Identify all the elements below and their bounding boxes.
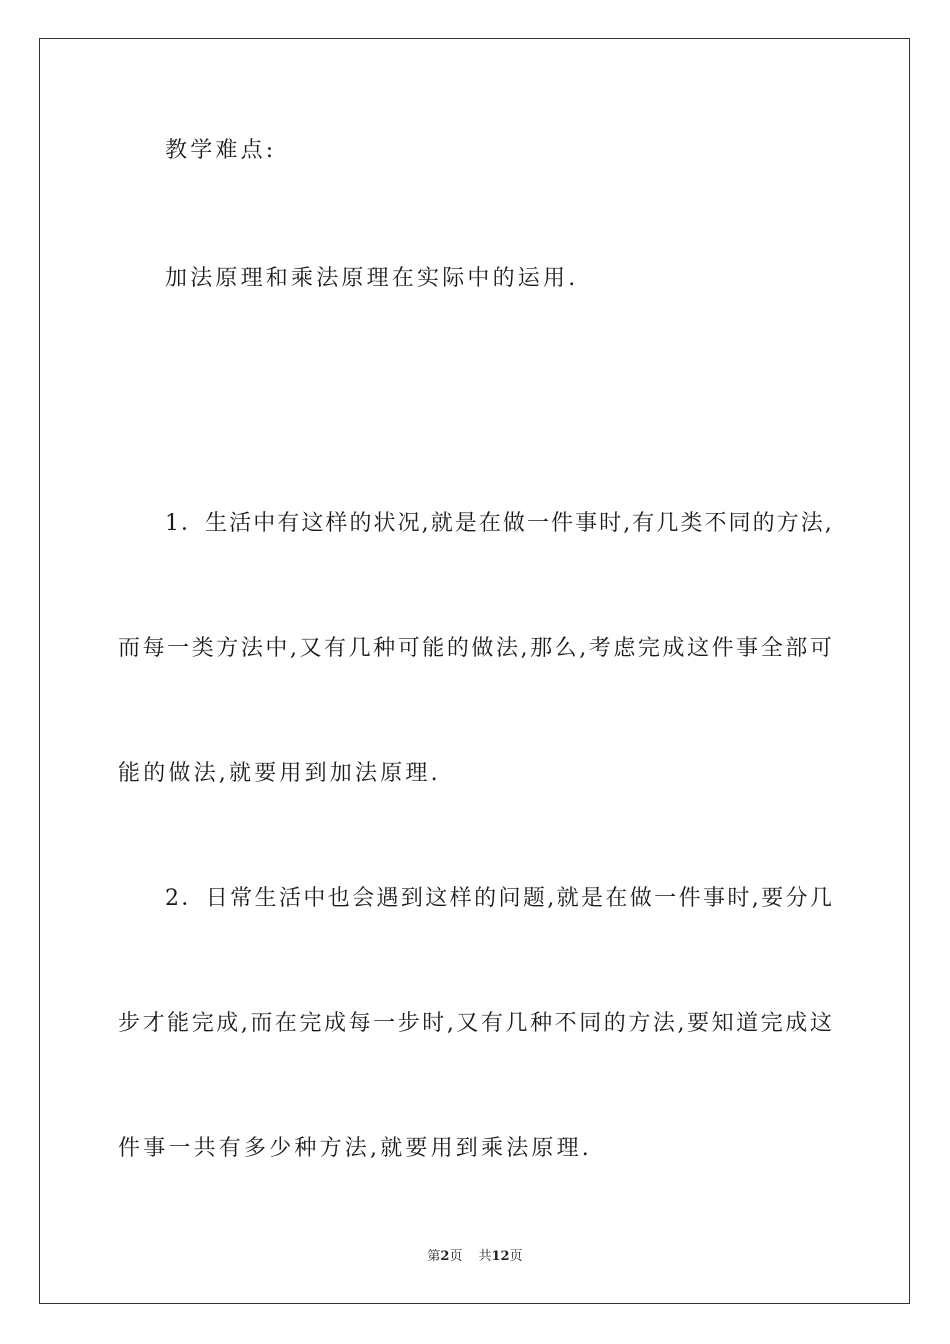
page-number: 2 (440, 1249, 450, 1264)
item1-line1: 1 ． 生 活 中 有 这 样 的 状 况 , 就 是 在 做 一 件 事 时 , 有 几 类 不 同 的 方 法 , (165, 511, 832, 536)
section-heading: 教学难点: (165, 138, 277, 163)
total-suffix: 页 (509, 1249, 523, 1264)
page-prefix: 第 (427, 1249, 441, 1264)
page-border (39, 38, 910, 1304)
page-footer (0, 1248, 950, 1266)
difficulty-text: 加法原理和乘法原理在实际中的运用. (165, 266, 579, 291)
item1-line3: 能的做法,就要用到加法原理. (118, 761, 441, 786)
item2-line2: 步 才 能 完 成 , 而 在 完 成 每 一 步 时 , 又 有 几 种 不 同 的 方 法 , 要 知 道 完 成 这 (118, 1011, 832, 1036)
total-pages: 12 (491, 1249, 510, 1264)
item2-line1: 2 ． 日 常 生 活 中 也 会 遇 到 这 样 的 问 题 , 就 是 在 做 一 件 事 时 , 要 分 几 (165, 886, 832, 911)
item1-line2: 而 每 一 类 方 法 中 , 又 有 几 种 可 能 的 做 法 , 那 么 , 考 虑 完 成 这 件 事 全 部 可 (118, 636, 832, 661)
page-suffix: 页 (449, 1249, 463, 1264)
item2-line3: 件事一共有多少种方法,就要用到乘法原理. (118, 1136, 592, 1161)
total-prefix: 共 (478, 1249, 492, 1264)
